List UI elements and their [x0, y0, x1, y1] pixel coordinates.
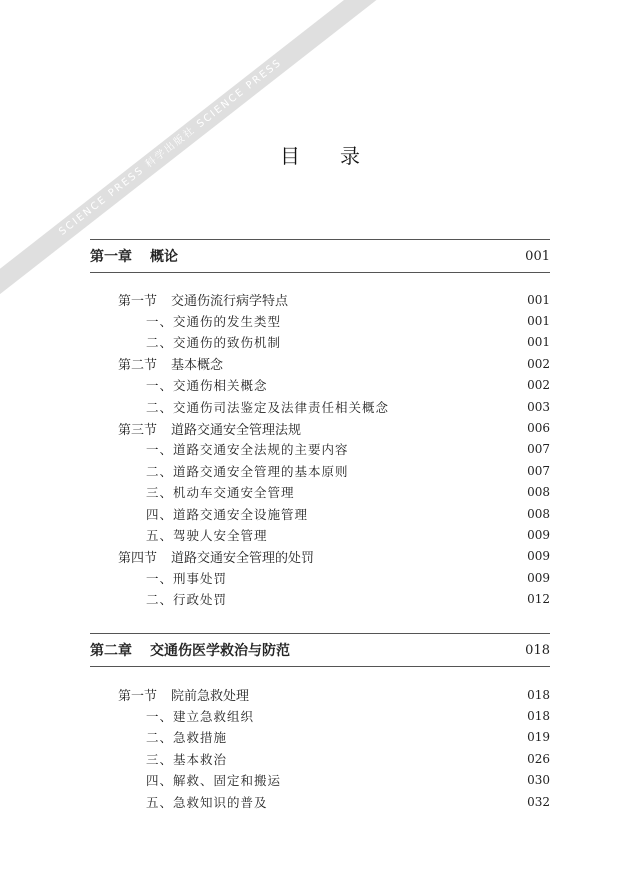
- section-label: 第一节: [118, 294, 158, 310]
- toc-entry-title: [146, 590, 227, 608]
- entry-text: 一、道路交通安全法规的主要内容: [146, 442, 349, 458]
- toc-subsection-row[interactable]: [90, 503, 550, 524]
- toc-entry-title: [118, 290, 288, 309]
- chapter-entries: [90, 289, 550, 610]
- chapter-page: 018: [525, 642, 550, 658]
- entry-text: 二、道路交通安全管理的基本原则: [146, 463, 349, 479]
- entry-text: 二、交通伤的致伤机制: [146, 335, 282, 351]
- entry-text: 五、驾驶人安全管理: [146, 527, 268, 543]
- toc-subsection-row[interactable]: [90, 748, 550, 769]
- chapter-page: 001: [525, 248, 550, 264]
- toc-entry-title: [146, 462, 349, 480]
- toc-entry-page: 003: [527, 399, 550, 414]
- toc-entry-page: 026: [527, 751, 550, 766]
- toc-subsection-row[interactable]: [90, 310, 550, 331]
- chapter-name: 交通伤医学救治与防范: [150, 643, 290, 659]
- entry-text: 四、道路交通安全设施管理: [146, 506, 309, 522]
- toc-subsection-row[interactable]: [90, 727, 550, 748]
- toc-entry-page: 008: [527, 506, 550, 521]
- section-label: 第三节: [118, 422, 158, 438]
- toc-entry-title: [146, 312, 281, 330]
- entry-text: 二、急救措施: [146, 730, 228, 746]
- toc-subsection-row[interactable]: [90, 396, 550, 417]
- chapter-heading[interactable]: [90, 633, 550, 667]
- toc-subsection-row[interactable]: [90, 791, 550, 812]
- toc-entry-page: 002: [527, 356, 550, 371]
- toc-section-row[interactable]: [90, 417, 550, 438]
- entry-text: 二、行政处罚: [146, 592, 228, 608]
- toc-entry-page: 001: [527, 314, 550, 329]
- chapter-heading[interactable]: [90, 239, 550, 273]
- toc-entry-title: [146, 526, 268, 544]
- toc-entry-title: [146, 440, 349, 458]
- section-label: 第四节: [118, 550, 158, 566]
- entry-text: 道路交通安全管理的处罚: [171, 550, 315, 566]
- entry-text: 交通伤流行病学特点: [171, 294, 289, 310]
- chapter-label: 第一章: [90, 249, 132, 265]
- entry-text: 三、基本救治: [146, 751, 228, 767]
- entry-text: 三、机动车交通安全管理: [146, 485, 295, 501]
- chapter-label: 第二章: [90, 643, 132, 659]
- toc-entry-page: 001: [527, 335, 550, 350]
- toc-entry-title: [146, 707, 254, 725]
- toc-subsection-row[interactable]: [90, 482, 550, 503]
- toc-entry-title: [146, 376, 268, 394]
- toc-entry-title: [146, 398, 389, 416]
- toc-entry-title: [118, 354, 223, 373]
- toc-subsection-row[interactable]: [90, 770, 550, 791]
- toc-entry-title: [146, 505, 308, 523]
- entry-text: 院前急救处理: [171, 689, 250, 705]
- toc-entry-page: 018: [527, 687, 550, 702]
- entry-text: 一、交通伤的发生类型: [146, 314, 282, 330]
- toc-subsection-row[interactable]: [90, 567, 550, 588]
- toc-entry-page: 030: [527, 773, 550, 788]
- entry-text: 道路交通安全管理法规: [171, 422, 302, 438]
- toc-entry-page: 002: [527, 378, 550, 393]
- toc-entry-title: [146, 483, 295, 501]
- toc-subsection-row[interactable]: [90, 588, 550, 609]
- watermark-banner: SCIENCE PRESS 科学出版社 SCIENCE PRESS: [0, 0, 382, 316]
- entry-text: 一、交通伤相关概念: [146, 378, 268, 394]
- toc-entry-title: [118, 685, 249, 704]
- toc-subsection-row[interactable]: [90, 524, 550, 545]
- toc-entry-page: 006: [527, 421, 550, 436]
- toc-entry-page: 012: [527, 592, 550, 607]
- toc-subsection-row[interactable]: [90, 460, 550, 481]
- section-label: 第一节: [118, 689, 158, 705]
- toc-entry-page: 007: [527, 442, 550, 457]
- section-label: 第二节: [118, 358, 158, 374]
- toc-section-row[interactable]: [90, 684, 550, 705]
- toc-entry-title: [146, 728, 227, 746]
- toc-entry-title: [146, 750, 227, 768]
- toc-entry-page: 009: [527, 570, 550, 585]
- toc-section-row[interactable]: [90, 546, 550, 567]
- toc-entry-title: [146, 569, 227, 587]
- toc-entry-title: [146, 771, 281, 789]
- toc-entry-page: 019: [527, 730, 550, 745]
- toc-entry-page: 001: [527, 292, 550, 307]
- toc-entry-title: [118, 547, 314, 566]
- toc-subsection-row[interactable]: [90, 705, 550, 726]
- toc-entry-page: 032: [527, 794, 550, 809]
- chapter-title: [90, 246, 178, 266]
- toc-entry-page: 008: [527, 485, 550, 500]
- entry-text: 四、解救、固定和搬运: [146, 773, 282, 789]
- chapter-title: [90, 640, 290, 660]
- toc-entry-page: 007: [527, 463, 550, 478]
- entry-text: 一、刑事处罚: [146, 570, 228, 586]
- toc-subsection-row[interactable]: [90, 439, 550, 460]
- toc-entry-page: 018: [527, 709, 550, 724]
- entry-text: 二、交通伤司法鉴定及法律责任相关概念: [146, 399, 390, 415]
- toc-subsection-row[interactable]: [90, 332, 550, 353]
- toc-entry-title: [118, 419, 301, 438]
- chapter-entries: [90, 684, 550, 812]
- entry-text: 五、急救知识的普及: [146, 794, 268, 810]
- entry-text: 一、建立急救组织: [146, 709, 255, 725]
- toc-section-row[interactable]: [90, 353, 550, 374]
- entry-text: 基本概念: [171, 358, 224, 374]
- chapter-name: 概论: [150, 249, 178, 265]
- toc-entry-title: [146, 793, 268, 811]
- toc-entry-page: 009: [527, 527, 550, 542]
- page-title: 目录: [280, 144, 400, 168]
- toc-subsection-row[interactable]: [90, 375, 550, 396]
- toc-entry-page: 009: [527, 549, 550, 564]
- toc-entry-title: [146, 333, 281, 351]
- toc-section-row[interactable]: [90, 289, 550, 310]
